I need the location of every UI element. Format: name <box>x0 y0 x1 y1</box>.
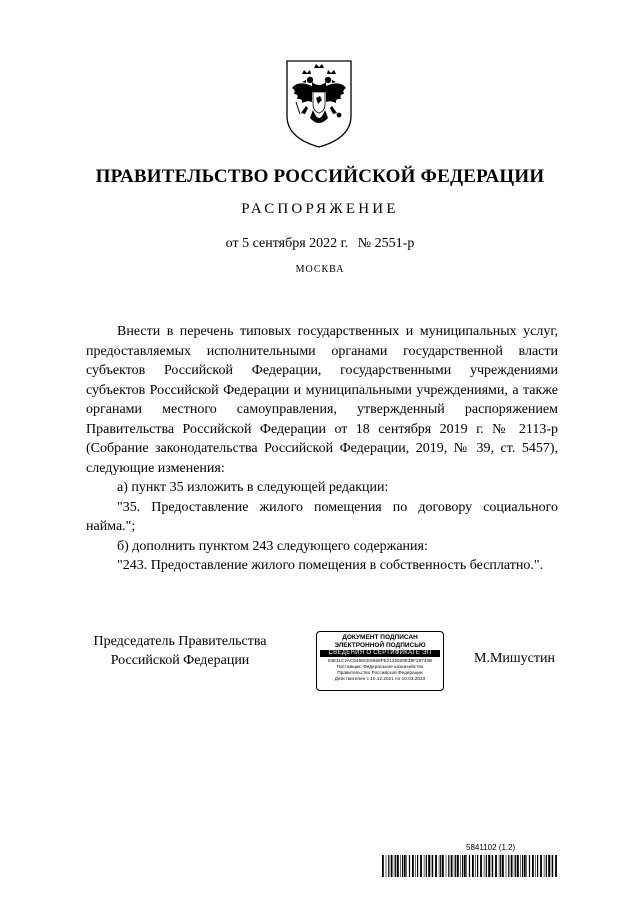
barcode-bar <box>395 855 396 877</box>
barcode-bar <box>409 855 410 877</box>
barcode-bar <box>484 855 485 877</box>
signer-position-line: Российской Федерации <box>110 653 250 668</box>
barcode-bar <box>551 855 552 877</box>
barcode-bar <box>435 855 437 877</box>
barcode-bar <box>555 855 557 877</box>
barcode-bar <box>502 855 504 877</box>
document-date-line <box>0 236 640 252</box>
barcode-bar <box>440 855 441 877</box>
barcode-bar <box>424 855 425 877</box>
barcode-bar <box>391 855 393 877</box>
barcode-bar <box>464 855 466 877</box>
barcode-bar <box>511 855 513 877</box>
barcode-bar <box>400 855 401 877</box>
stamp-line: ДОКУМЕНТ ПОДПИСАН <box>342 634 418 641</box>
barcode-bar <box>397 855 399 877</box>
signer-position <box>80 632 280 670</box>
body-paragraph: Внести в перечень типовых государственных и муниципальных услуг, предоставляемых исполнительными органами государственной власти субъектов Российской Федерации, государственными учреждениями субъектов Российской Федерации и муниципальными учреждениями, а также органами местного самоуправления, утвержденный распоряжением Правительства Российской Федерации от 18 сентября 2019 г. № 2113-р (Собрание законодательства Российской Федерации, 2019, № 39, ст. 5457), следующие изменения: <box>86 324 558 476</box>
barcode-bar <box>540 855 542 877</box>
barcode-bar <box>406 855 407 877</box>
barcode-bar <box>526 855 527 877</box>
stamp-certificate-id: 04E11C2AC5468CE8668FE2122028E39F29743B <box>327 658 433 663</box>
stamp-certificate-heading: СВЕДЕНИЯ О СЕРТИФИКАТЕ ЭП <box>320 650 440 657</box>
barcode-bar <box>457 855 459 877</box>
barcode-bar <box>544 855 545 877</box>
barcode-bar <box>386 855 387 877</box>
barcode-bar <box>412 855 414 877</box>
barcode-bar <box>492 855 493 877</box>
barcode-bar <box>506 855 507 877</box>
barcode-bar <box>426 855 427 877</box>
barcode-bar <box>394 855 395 877</box>
barcode-bar <box>431 855 432 877</box>
barcode-bar <box>455 855 456 877</box>
barcode-bar <box>404 855 406 877</box>
barcode-bar <box>491 855 492 877</box>
barcode-bar <box>514 855 515 877</box>
barcode-bar <box>529 855 530 877</box>
signer-name: М.Мишустин <box>474 651 555 666</box>
barcode-bar <box>417 855 418 877</box>
barcode-bar <box>546 855 547 877</box>
stamp-issuer: Поставщик: Федеральное казначейство <box>336 664 424 669</box>
electronic-signature-stamp <box>316 631 444 691</box>
barcode-bar <box>402 855 403 877</box>
barcode-bar <box>517 855 519 877</box>
document-city: МОСКВА <box>295 264 345 275</box>
barcode-bar <box>495 855 497 877</box>
barcode-bar <box>428 855 430 877</box>
document-date: от 5 сентября 2022 г. <box>225 236 349 251</box>
barcode-bar <box>460 855 461 877</box>
stamp-owner: Правительство Российской Федерации <box>337 670 423 675</box>
barcode-bar <box>462 855 463 877</box>
barcode-bar <box>515 855 516 877</box>
barcode-bar <box>475 855 476 877</box>
barcode-bar <box>466 855 467 877</box>
body-paragraph: а) пункт 35 изложить в следующей редакции: <box>117 480 389 495</box>
body-paragraph: "35. Предоставление жилого помещения по договору социального найма."; <box>86 499 558 534</box>
barcode-bar <box>469 855 470 877</box>
stamp-validity: Действителен с 10.12.2021 по 10.03.2023 <box>334 676 426 681</box>
stamp-line: ЭЛЕКТРОННОЙ ПОДПИСЬЮ <box>334 641 426 649</box>
barcode-bar <box>552 855 553 877</box>
barcode-bar <box>448 855 449 877</box>
barcode-bar <box>420 855 422 877</box>
barcode-bar <box>388 855 389 877</box>
barcode-bar <box>480 855 482 877</box>
barcode-bar <box>472 855 474 877</box>
barcode-bar <box>508 855 509 877</box>
barcode-bar <box>415 855 416 877</box>
signer-position-line: Председатель Правительства <box>93 634 267 649</box>
barcode-bar <box>548 855 550 877</box>
barcode-bar <box>439 855 440 877</box>
document-type: РАСПОРЯЖЕНИЕ <box>241 201 399 217</box>
barcode-bar <box>477 855 478 877</box>
barcode-bar <box>537 855 538 877</box>
barcode-bar <box>488 855 490 877</box>
barcode-bar <box>446 855 447 877</box>
barcode-bar <box>486 855 487 877</box>
barcode-bar <box>532 855 534 877</box>
barcode-bar <box>454 855 455 877</box>
barcode-bar <box>524 855 526 877</box>
barcode-bar <box>451 855 453 877</box>
body-paragraph: б) дополнить пунктом 243 следующего содержания: <box>117 538 428 554</box>
barcode-bar <box>432 855 433 877</box>
barcode-bar <box>520 855 521 877</box>
barcode-bar <box>499 855 500 877</box>
document-body <box>86 322 558 576</box>
barcode-bar <box>500 855 501 877</box>
barcode-icon <box>382 855 560 877</box>
document-number: № 2551-р <box>357 236 415 251</box>
government-title: ПРАВИТЕЛЬСТВО РОССИЙСКОЙ ФЕДЕРАЦИИ <box>95 166 545 187</box>
barcode-bar <box>442 855 444 877</box>
barcode-bar <box>535 855 536 877</box>
barcode-number: 5841102 (1.2) <box>466 843 516 852</box>
barcode-bar <box>382 855 384 877</box>
barcode-bar <box>522 855 523 877</box>
russian-coat-of-arms-icon <box>284 58 354 150</box>
body-paragraph: "243. Предоставление жилого помещения в собственность бесплатно.". <box>117 558 544 573</box>
